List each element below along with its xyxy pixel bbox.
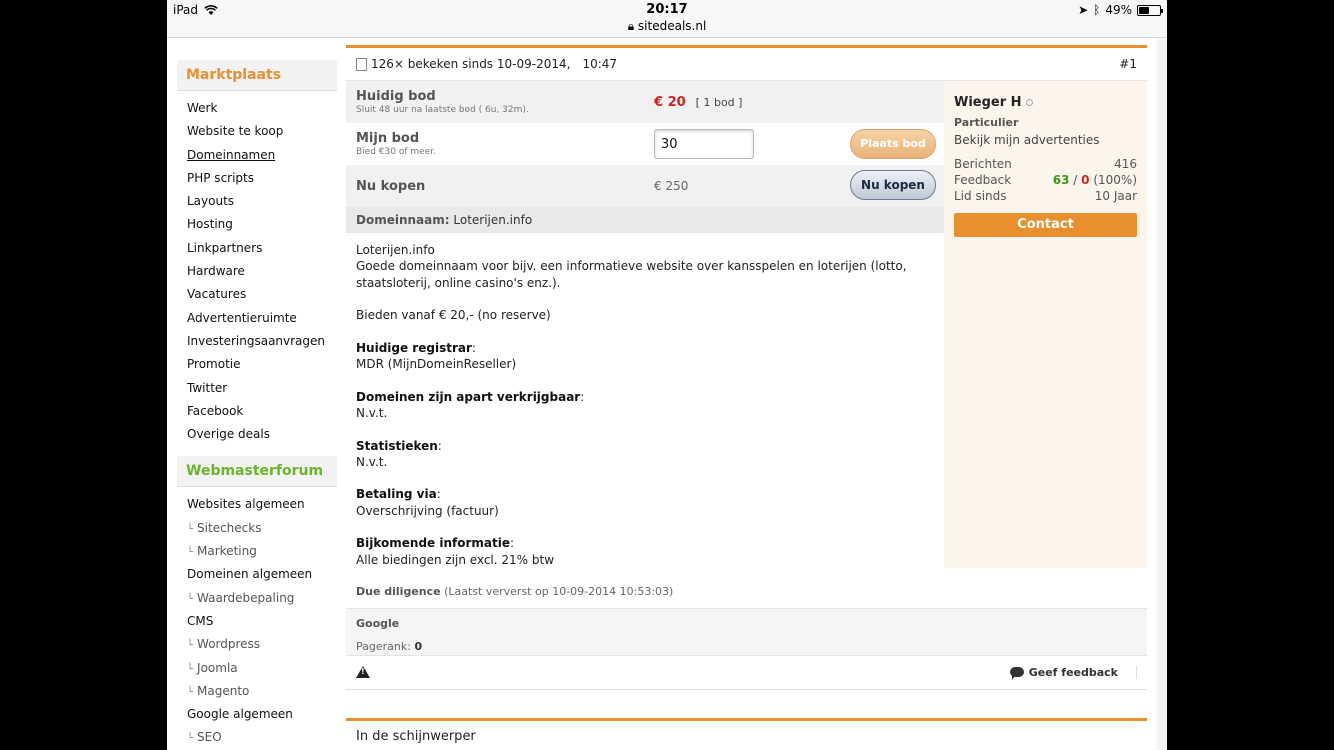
my-bid-row <box>346 123 944 165</box>
tree-elbow-icon: └ <box>187 640 194 652</box>
current-bid-label: Huidig bod <box>356 89 436 104</box>
desc-payment <box>356 486 934 519</box>
sidebar-item-label: Linkpartners <box>187 240 263 255</box>
my-bid-label-group <box>356 131 654 157</box>
separate-label: Domeinen zijn apart verkrijgbaar <box>356 389 581 404</box>
sidebar-item-label: Domeinen algemeen <box>187 567 313 582</box>
view-count: 126× bekeken sinds 10-09-2014, <box>371 57 571 71</box>
battery-percent: 49% <box>1105 3 1132 17</box>
seller-type: Particulier <box>954 116 1019 129</box>
sidebar-item-label: Investeringsaanvragen <box>187 333 326 348</box>
post-panel <box>346 45 1147 690</box>
sidebar-item[interactable] <box>187 610 337 633</box>
post-footer <box>346 656 1147 690</box>
sidebar-item[interactable] <box>187 97 337 120</box>
current-bid-row <box>346 81 944 123</box>
seller-name[interactable]: Wieger H <box>954 95 1022 110</box>
sidebar-list-marktplaats <box>177 91 337 456</box>
desc-line2: Goede domeinnaam voor bijv. een informatieve website over kansspelen en loterijen (lotto, staatsloterij, online casino's enz.). <box>356 259 907 290</box>
spotlight-title: In de schijnwerper <box>356 729 476 744</box>
sidebar-item[interactable] <box>187 330 337 353</box>
sidebar-item[interactable] <box>187 400 337 423</box>
sidebar-item-label: Werk <box>187 101 218 115</box>
document-icon <box>356 58 367 71</box>
sidebar-item[interactable] <box>187 120 337 143</box>
sidebar-item-label: Facebook <box>187 403 244 418</box>
stat-member-label: Lid sinds <box>954 189 1007 203</box>
battery-icon <box>1137 5 1161 16</box>
sidebar-item[interactable] <box>187 587 337 610</box>
lock-icon: 🔒︎ <box>627 19 635 33</box>
colon: : <box>436 487 441 502</box>
tree-elbow-icon: └ <box>187 547 194 559</box>
sidebar-item-label: CMS <box>187 613 214 628</box>
google-section <box>346 609 1147 656</box>
sidebar-item-label: Marketing <box>197 544 257 559</box>
due-diligence-refreshed: (Laatst ververst op 10-09-2014 10:53:03) <box>444 584 674 598</box>
sidebar-item[interactable] <box>187 213 337 236</box>
sidebar-item-label: Domeinnamen <box>187 147 276 162</box>
url-text: sitedeals.nl <box>637 19 707 33</box>
sidebar-item-label: Website te koop <box>187 124 284 139</box>
colon: : <box>437 438 442 453</box>
sidebar-item-label: Waardebepaling <box>197 590 295 605</box>
sidebar-item[interactable] <box>187 493 337 516</box>
sidebar-item[interactable] <box>187 377 337 400</box>
location-icon: ➤ <box>1078 3 1089 17</box>
report-warning-icon[interactable] <box>356 666 370 678</box>
sidebar-item-label: Overige deals <box>187 427 270 442</box>
sidebar-item[interactable] <box>187 517 337 540</box>
description <box>346 233 944 568</box>
desc-stats <box>356 438 934 471</box>
browser-screen <box>167 0 1167 750</box>
stat-messages-value: 416 <box>1114 157 1137 171</box>
sidebar-item-label: Websites algemeen <box>187 497 305 512</box>
pagerank <box>356 640 1137 653</box>
extra-label: Bijkomende informatie <box>356 536 510 551</box>
due-diligence-label: Due diligence <box>356 584 441 598</box>
sidebar-item[interactable] <box>187 190 337 213</box>
bid-count: [ 1 bod ] <box>695 95 743 109</box>
payment-label: Betaling via <box>356 487 437 502</box>
page-gutter <box>1157 38 1167 750</box>
seller-ads-link[interactable]: Bekijk mijn advertenties <box>954 133 1100 147</box>
sidebar-item[interactable] <box>187 633 337 656</box>
registrar-label: Huidige registrar <box>356 340 472 355</box>
stats-value: N.v.t. <box>356 454 388 469</box>
sidebar-heading-webmasterforum[interactable]: Webmasterforum <box>177 456 337 487</box>
pagerank-label: Pagerank: <box>356 639 411 653</box>
address-bar[interactable] <box>167 19 1167 34</box>
device-label: iPad <box>173 3 199 17</box>
sidebar-item[interactable] <box>187 237 337 260</box>
sidebar-item-label: Sitechecks <box>197 520 262 535</box>
desc-extra <box>356 535 934 568</box>
current-bid-label-group <box>356 89 654 115</box>
online-status-icon <box>1026 99 1033 106</box>
stat-messages-label: Berichten <box>954 157 1012 171</box>
domain-name: Loterijen.info <box>453 213 533 227</box>
sidebar-item[interactable] <box>187 423 337 446</box>
sidebar-item-label: Wordpress <box>197 637 261 652</box>
sidebar-item-label: PHP scripts <box>187 170 255 185</box>
sidebar-item[interactable] <box>187 657 337 680</box>
buy-now-label: Nu kopen <box>356 178 426 194</box>
sidebar-item-label: Hardware <box>187 264 245 279</box>
sidebar-item[interactable] <box>187 144 337 167</box>
speech-bubble-icon <box>1010 667 1024 677</box>
sidebar-item-label: Twitter <box>187 380 228 395</box>
seller-stats <box>954 156 1137 204</box>
sidebar-item-label: Promotie <box>187 357 241 372</box>
pagerank-value: 0 <box>414 639 423 653</box>
domain-label: Domeinnaam: <box>356 213 450 227</box>
post-number[interactable]: #1 <box>1119 57 1137 71</box>
stats-label: Statistieken <box>356 438 438 453</box>
payment-value: Overschrijving (factuur) <box>356 503 499 518</box>
colon: : <box>580 389 585 404</box>
desc-separate <box>356 389 934 422</box>
seller-panel <box>944 81 1147 568</box>
sidebar-item-label: Vacatures <box>187 287 247 302</box>
sidebar-item[interactable] <box>187 167 337 190</box>
bluetooth-icon: ᛒ <box>1093 3 1101 17</box>
sidebar-item[interactable] <box>187 283 337 306</box>
sidebar-item-label: Hosting <box>187 217 233 232</box>
current-bid-note: Sluit 48 uur na laatste bod ( 6u, 32m). <box>356 105 529 115</box>
place-bid-button[interactable]: Plaats bod <box>850 129 936 159</box>
sidebar-list-webmasterforum <box>177 487 337 750</box>
seller-name-row <box>954 95 1137 110</box>
tree-elbow-icon: └ <box>187 686 194 698</box>
stat-feedback-label: Feedback <box>954 173 1012 187</box>
sidebar-item[interactable] <box>187 726 337 749</box>
stat-member-value: 10 Jaar <box>1094 189 1137 203</box>
desc-intro <box>356 242 934 291</box>
registrar-value: MDR (MijnDomeinReseller) <box>356 357 517 372</box>
sidebar-item[interactable] <box>187 703 337 726</box>
sidebar-item[interactable] <box>187 353 337 376</box>
buy-now-label-group <box>356 179 654 194</box>
current-bid-price: € 20 <box>654 94 686 110</box>
due-diligence <box>346 568 1147 609</box>
sidebar-item-label: Google algemeen <box>187 707 293 722</box>
tree-elbow-icon: └ <box>187 663 194 675</box>
feedback-positive: 63 <box>1052 173 1070 187</box>
sidebar-heading-marktplaats[interactable]: Marktplaats <box>177 60 337 91</box>
feedback-negative: 0 <box>1081 173 1090 187</box>
tree-elbow-icon: └ <box>187 523 194 535</box>
clock: 20:17 <box>646 2 688 17</box>
feedback-percentage: (100%) <box>1093 173 1137 187</box>
my-bid-label: Mijn bod <box>356 131 420 146</box>
desc-bid-from: Bieden vanaf € 20,- (no reserve) <box>356 308 551 323</box>
post-main-column <box>346 81 944 568</box>
google-label: Google <box>356 616 400 630</box>
sidebar-item-label: SEO <box>197 730 222 745</box>
tree-elbow-icon: └ <box>187 593 194 605</box>
tree-elbow-icon: └ <box>187 733 194 745</box>
stat-member <box>954 188 1137 204</box>
sidebar-item-label: Advertentieruimte <box>187 310 297 325</box>
separate-value: N.v.t. <box>356 405 388 420</box>
post-header <box>346 48 1147 81</box>
buy-now-button[interactable]: Nu kopen <box>850 170 936 200</box>
give-feedback-button[interactable] <box>1010 666 1137 679</box>
my-bid-note: Bied €30 of meer. <box>356 147 436 157</box>
battery-fill <box>1139 7 1149 14</box>
sidebar-item[interactable] <box>187 563 337 586</box>
status-bar <box>167 0 1167 38</box>
sidebar-item[interactable] <box>187 540 337 563</box>
desc-registrar <box>356 340 934 373</box>
sidebar-item[interactable] <box>187 260 337 283</box>
buy-now-row <box>346 165 944 207</box>
bid-amount-input[interactable] <box>654 129 754 159</box>
stat-messages <box>954 156 1137 172</box>
view-time: 10:47 <box>582 57 618 71</box>
give-feedback-label: Geef feedback <box>1028 665 1118 679</box>
sidebar-item[interactable] <box>187 307 337 330</box>
stat-feedback-value[interactable] <box>1053 172 1137 188</box>
sidebar-item-label: Joomla <box>197 660 238 675</box>
colon: : <box>510 536 515 551</box>
feedback-separator: / <box>1073 173 1078 187</box>
status-right <box>1078 3 1161 17</box>
colon: : <box>471 340 476 355</box>
buy-now-price: € 250 <box>654 179 689 193</box>
domain-bar <box>346 207 944 233</box>
stat-feedback <box>954 172 1137 188</box>
desc-line1: Loterijen.info <box>356 243 435 257</box>
spotlight-panel <box>346 718 1147 750</box>
sidebar <box>177 60 337 750</box>
sidebar-item-label: Magento <box>197 683 250 698</box>
contact-button[interactable]: Contact <box>954 213 1137 237</box>
post-content <box>346 81 1147 568</box>
extra-value: Alle biedingen zijn excl. 21% btw <box>356 552 555 567</box>
sidebar-item[interactable] <box>187 680 337 703</box>
sidebar-item-label: Layouts <box>187 194 235 209</box>
